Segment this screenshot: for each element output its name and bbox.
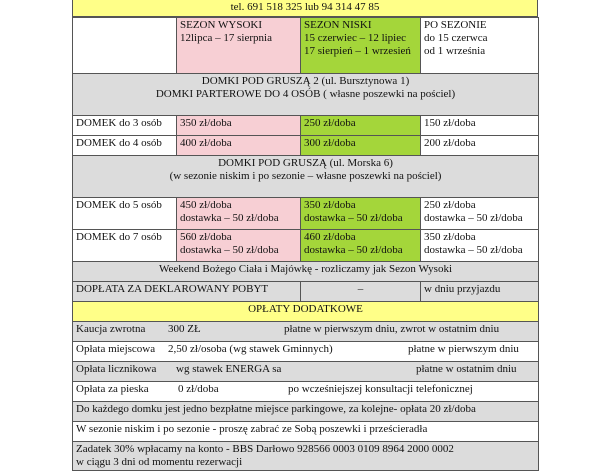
fee-terms: płatne w pierwszym dniu, zwrot w ostatnim dniu <box>284 323 500 335</box>
price-off: 250 zł/doba <box>424 199 476 211</box>
table-row <box>73 116 539 136</box>
section1-title: DOMKI POD GRUSZĄ 2 (ul. Bursztynowa 1) <box>201 75 410 87</box>
fee-row <box>73 362 539 382</box>
season-off-dates-1: do 15 czerwca <box>424 32 488 44</box>
fee-row <box>73 382 539 402</box>
parking-note: Do każdego domku jest jedno bezpłatne miejsce parkingowe, za kolejne- opłata 20 zł/doba <box>73 402 539 422</box>
season-header-row <box>73 18 539 74</box>
house-label: DOMEK do 5 osób <box>73 198 177 230</box>
price-off-cell <box>421 198 539 230</box>
phone-bar <box>72 0 538 17</box>
season-low-cell <box>301 18 421 74</box>
house-label: DOMEK do 3 osób <box>73 116 177 136</box>
delivery-fee: dostawka – 50 zł/doba <box>304 244 403 256</box>
fee-terms: po wcześniejszej konsultacji telefonicznej <box>288 383 473 395</box>
fee-name: Opłata licznikowa <box>76 363 157 375</box>
price-high-cell <box>177 198 301 230</box>
fee-cell <box>73 322 539 342</box>
fee-amount: wg stawek ENERGA sa <box>176 363 282 375</box>
table-row <box>73 230 539 262</box>
fee-cell <box>73 362 539 382</box>
season-off-cell <box>421 18 539 74</box>
price-table <box>72 17 539 471</box>
price-off: 150 zł/doba <box>421 116 539 136</box>
price-high: 350 zł/doba <box>177 116 301 136</box>
price-low: 350 zł/doba <box>304 199 356 211</box>
declared-stay-value: w dniu przyjazdu <box>421 282 539 302</box>
season-low-title: SEZON NISKI <box>304 19 372 31</box>
price-low-cell <box>301 198 421 230</box>
price-low-cell <box>301 230 421 262</box>
extra-fees-header: OPŁATY DODATKOWE <box>73 302 539 322</box>
fee-amount: 2,50 zł/osoba (wg stawek Gminnych) <box>168 343 333 355</box>
season-high-title: SEZON WYSOKI <box>180 19 262 31</box>
deposit-cell <box>73 442 539 471</box>
fee-row <box>73 322 539 342</box>
section1-header-row <box>73 74 539 116</box>
season-high-cell <box>177 18 301 74</box>
section2-title: DOMKI POD GRUSZĄ (ul. Morska 6) <box>218 157 393 169</box>
fee-amount: 0 zł/doba <box>178 383 219 395</box>
fee-row <box>73 342 539 362</box>
fee-amount: 300 ZŁ <box>168 323 201 335</box>
weekend-note-row <box>73 262 539 282</box>
declared-stay-dash: – <box>301 282 421 302</box>
house-label: DOMEK do 4 osób <box>73 136 177 156</box>
deposit-row <box>73 442 539 471</box>
season-off-dates-2: od 1 września <box>424 45 486 57</box>
declared-stay-label: DOPŁATA ZA DEKLAROWANY POBYT <box>73 282 301 302</box>
deposit-account: Zadatek 30% wpłacamy na konto - BBS Darłowo 928566 0003 0109 8964 2000 0002 <box>76 443 454 455</box>
season-low-dates-1: 15 czerwiec – 12 lipiec <box>304 32 407 44</box>
price-off: 350 zł/doba <box>424 231 476 243</box>
declared-stay-row <box>73 282 539 302</box>
weekend-note: Weekend Bożego Ciała i Majówkę - rozliczamy jak Sezon Wysoki <box>73 262 539 282</box>
delivery-fee: dostawka – 50 zł/doba <box>180 244 279 256</box>
extra-fees-header-row <box>73 302 539 322</box>
price-high: 400 zł/doba <box>177 136 301 156</box>
table-row <box>73 136 539 156</box>
price-off: 200 zł/doba <box>421 136 539 156</box>
section1-subtitle: DOMKI PARTEROWE DO 4 OSÓB ( własne poszewki na pościel) <box>155 88 456 100</box>
section2-header <box>73 156 539 198</box>
section1-header <box>73 74 539 116</box>
price-high: 450 zł/doba <box>180 199 232 211</box>
fee-name: Opłata miejscowa <box>76 343 156 355</box>
phone-numbers: tel. 691 518 325 lub 94 314 47 85 <box>230 1 380 13</box>
season-header-empty-cell <box>73 18 177 74</box>
linen-note-row <box>73 422 539 442</box>
section2-header-row <box>73 156 539 198</box>
price-low: 300 zł/doba <box>301 136 421 156</box>
fee-name: Opłata za pieska <box>76 383 149 395</box>
price-off-cell <box>421 230 539 262</box>
delivery-fee: dostawka – 50 zł/doba <box>180 212 279 224</box>
deposit-deadline: w ciągu 3 dni od momentu rezerwacji <box>76 456 243 468</box>
delivery-fee: dostawka – 50 zł/doba <box>304 212 403 224</box>
price-low: 250 zł/doba <box>301 116 421 136</box>
fee-terms: płatne w ostatnim dniu <box>416 363 517 375</box>
delivery-fee: dostawka – 50 zł/doba <box>424 212 523 224</box>
season-low-dates-2: 17 sierpień – 1 wrzesień <box>304 45 411 57</box>
delivery-fee: dostawka – 50 zł/doba <box>424 244 523 256</box>
season-off-title: PO SEZONIE <box>424 19 487 31</box>
linen-note: W sezonie niskim i po sezonie - proszę zabrać ze Sobą poszewki i prześcieradła <box>73 422 539 442</box>
fee-terms: płatne w pierwszym dniu <box>408 343 519 355</box>
price-low: 460 zł/doba <box>304 231 356 243</box>
fee-cell <box>73 382 539 402</box>
house-label: DOMEK do 7 osób <box>73 230 177 262</box>
table-row <box>73 198 539 230</box>
fee-cell <box>73 342 539 362</box>
season-high-dates: 12lipca – 17 sierpnia <box>180 32 272 44</box>
price-high: 560 zł/doba <box>180 231 232 243</box>
fee-name: Kaucja zwrotna <box>76 323 146 335</box>
parking-note-row <box>73 402 539 422</box>
price-high-cell <box>177 230 301 262</box>
section2-subtitle: (w sezonie niskim i po sezonie – własne poszewki na pościel) <box>169 170 442 182</box>
